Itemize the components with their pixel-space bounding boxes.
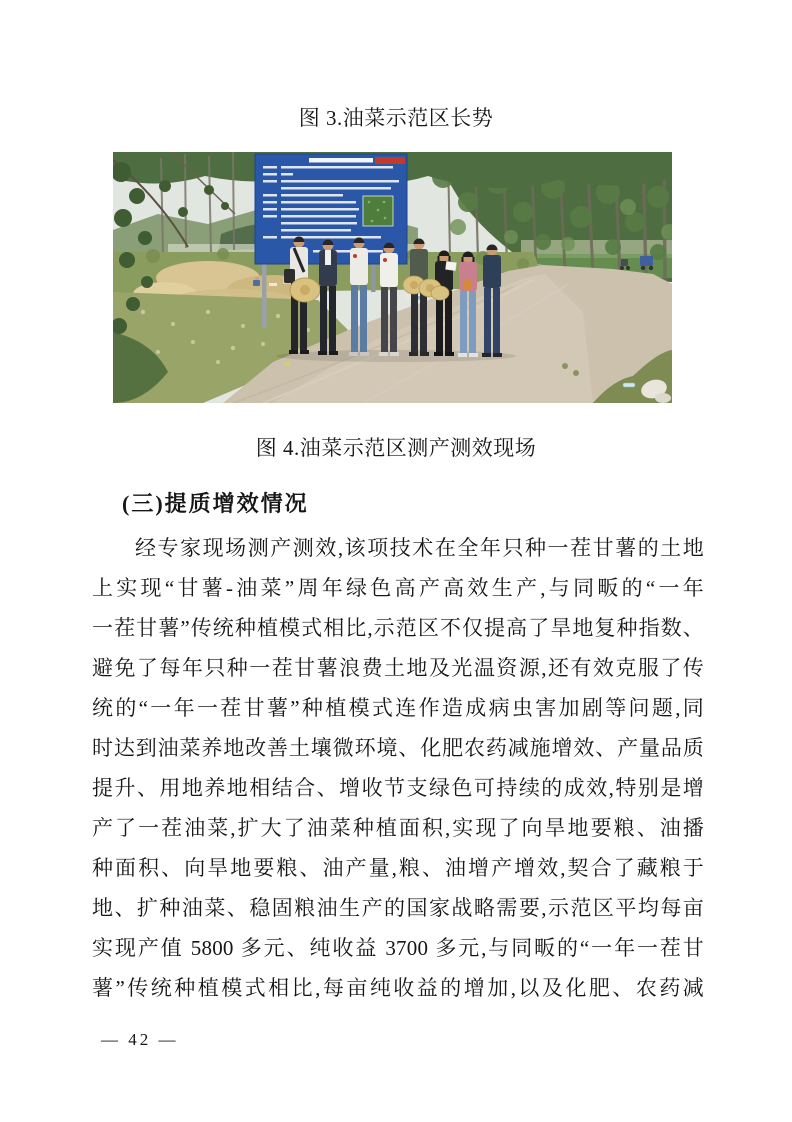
paragraph-line: 统的“一年一茬甘薯”种植模式连作造成病虫害加剧等问题,同 <box>92 696 704 720</box>
paragraph-line: 一茬甘薯”传统种植模式相比,示范区不仅提高了旱地复种指数、 <box>92 616 704 640</box>
paragraph-line: 产了一茬油菜,扩大了油菜种植面积,实现了向旱地要粮、油播 <box>92 816 704 840</box>
paragraph-line: 地、扩种油菜、稳固粮油生产的国家战略需要,示范区平均每亩 <box>92 896 704 920</box>
sign-red-banner <box>375 157 405 164</box>
body-paragraph <box>92 528 704 1008</box>
paragraph-line: 上实现“甘薯-油菜”周年绿色高产高效生产,与同畈的“一年 <box>92 576 704 600</box>
figure4-photo <box>113 152 672 403</box>
paragraph-line: 种面积、向旱地要粮、油产量,粮、油增产增效,契合了藏粮于 <box>92 856 704 880</box>
paragraph-line: 经专家现场测产测效,该项技术在全年只种一茬甘薯的土地 <box>135 536 704 560</box>
paragraph-line: 实现产值 5800 多元、纯收益 3700 多元,与同畈的“一年一茬甘 <box>92 936 704 960</box>
paragraph-line: 避免了每年只种一茬甘薯浪费土地及光温资源,还有效克服了传 <box>92 656 704 680</box>
figure4-caption: 图 4.油菜示范区测产测效现场 <box>255 436 537 460</box>
figure3-caption: 图 3.油菜示范区长势 <box>298 106 494 130</box>
section-heading: (三)提质增效情况 <box>122 491 309 516</box>
paragraph-line: 时达到油菜养地改善土壤微环境、化肥农药减施增效、产量品质 <box>92 736 704 760</box>
photo-scene <box>113 152 672 403</box>
paragraph-line: 薯”传统种植模式相比,每亩纯收益的增加,以及化肥、农药减 <box>92 976 704 1000</box>
sign-photo-inset <box>363 196 393 226</box>
paragraph-line: 提升、用地养地相结合、增收节支绿色可持续的成效,特别是增 <box>92 776 704 800</box>
page-number: — 42 — <box>101 1030 179 1049</box>
